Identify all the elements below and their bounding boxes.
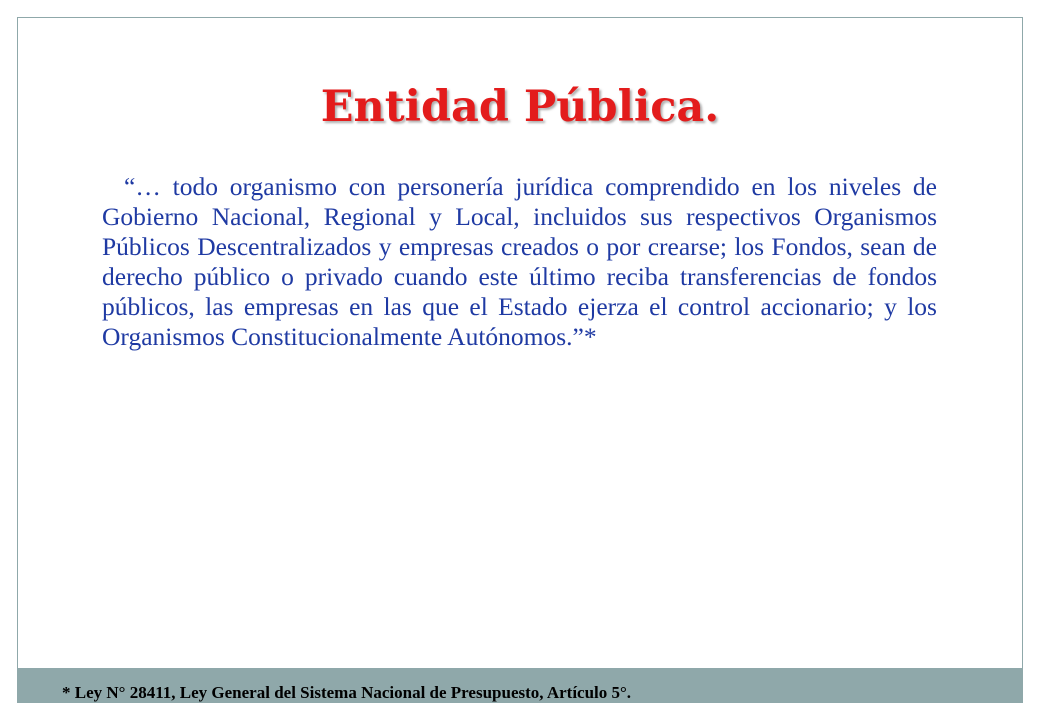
footnote-citation: * Ley N° 28411, Ley General del Sistema Nacional de Presupuesto, Artículo 5°. <box>62 683 632 702</box>
slide-title: Entidad Pública. <box>320 82 720 132</box>
definition-quote: “… todo organismo con personería jurídica comprendido en los niveles de Gobierno Nacional, Regional y Local, incluidos sus respectivos Organismos Públicos Descentralizados y empresas creados o por crearse; los Fondos, sean de derecho público o privado cuando este último reciba transferencias de fondos públicos, las empresas en las que el Estado ejerza el control accionario; y los Organismos Constitucionalmente Autónomos.”* <box>102 172 937 351</box>
